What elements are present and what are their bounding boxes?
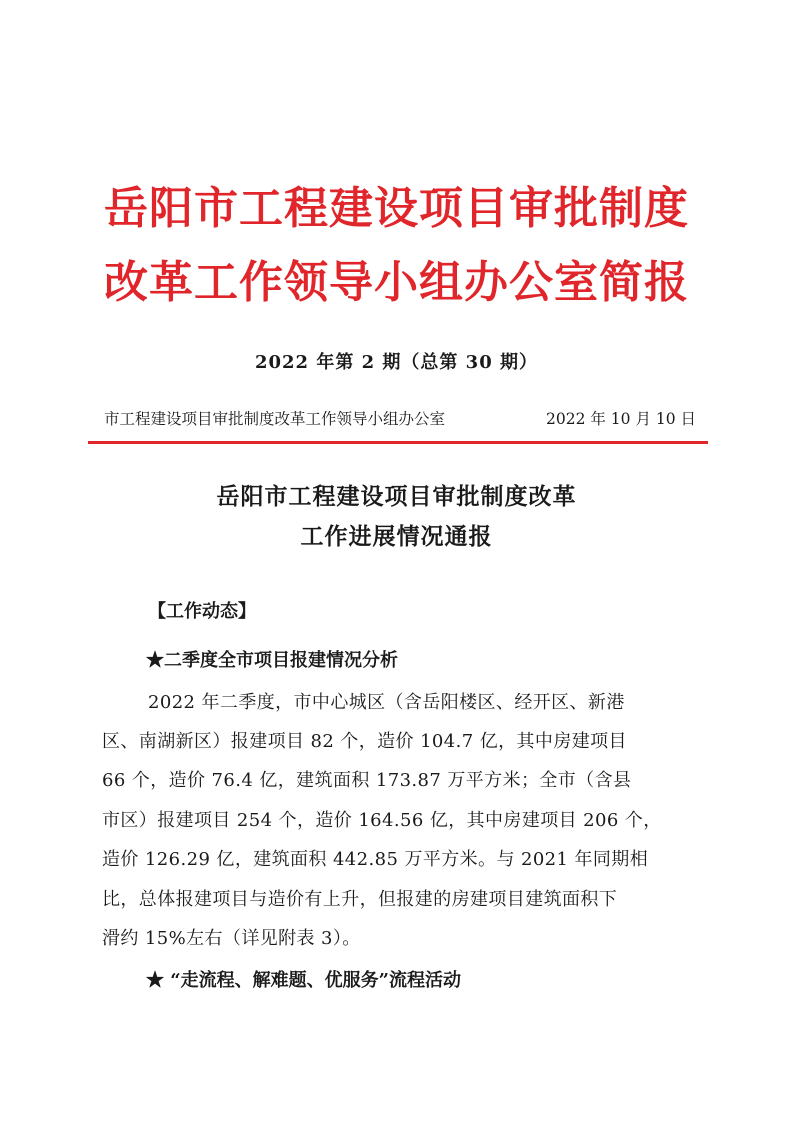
body-line-5: 造价 126.29 亿，建筑面积 442.85 万平方米。与 2021 年同期相 — [102, 849, 649, 870]
body-line-2: 区、南湖新区）报建项目 82 个，造价 104.7 亿，其中房建项目 — [102, 731, 627, 752]
body-line-7: 滑约 15%左右（详见附表 3）。 — [102, 928, 361, 949]
document-title-line-1: 岳阳市工程建设项目审批制度改革 — [216, 483, 577, 510]
document-title-line-2: 工作进展情况通报 — [300, 523, 493, 550]
body-line-1: 2022 年二季度，市中心城区（含岳阳楼区、经开区、新港 — [148, 692, 625, 713]
subheading-project-analysis: ★二季度全市项目报建情况分析 — [146, 650, 398, 671]
section-heading: 【工作动态】 — [148, 601, 256, 622]
body-line-3: 66 个，造价 76.4 亿，建筑面积 173.87 万平方米；全市（含县 — [102, 770, 632, 791]
masthead-line-1: 岳阳市工程建设项目审批制度 — [104, 183, 689, 234]
masthead-line-2: 改革工作领导小组办公室简报 — [104, 257, 689, 308]
red-divider-line — [88, 441, 708, 444]
issue-date: 2022 年 10 月 10 日 — [546, 410, 697, 428]
issuing-office: 市工程建设项目审批制度改革工作领导小组办公室 — [104, 410, 446, 428]
body-line-6: 比，总体报建项目与造价有上升，但报建的房建项目建筑面积下 — [102, 889, 618, 910]
issue-number: 2022 年第 2 期（总第 30 期） — [254, 352, 538, 373]
body-line-4: 市区）报建项目 254 个，造价 164.56 亿，其中房建项目 206 个， — [102, 810, 662, 831]
subheading-process-activity: ★ “走流程、解难题、优服务”流程活动 — [146, 970, 461, 991]
